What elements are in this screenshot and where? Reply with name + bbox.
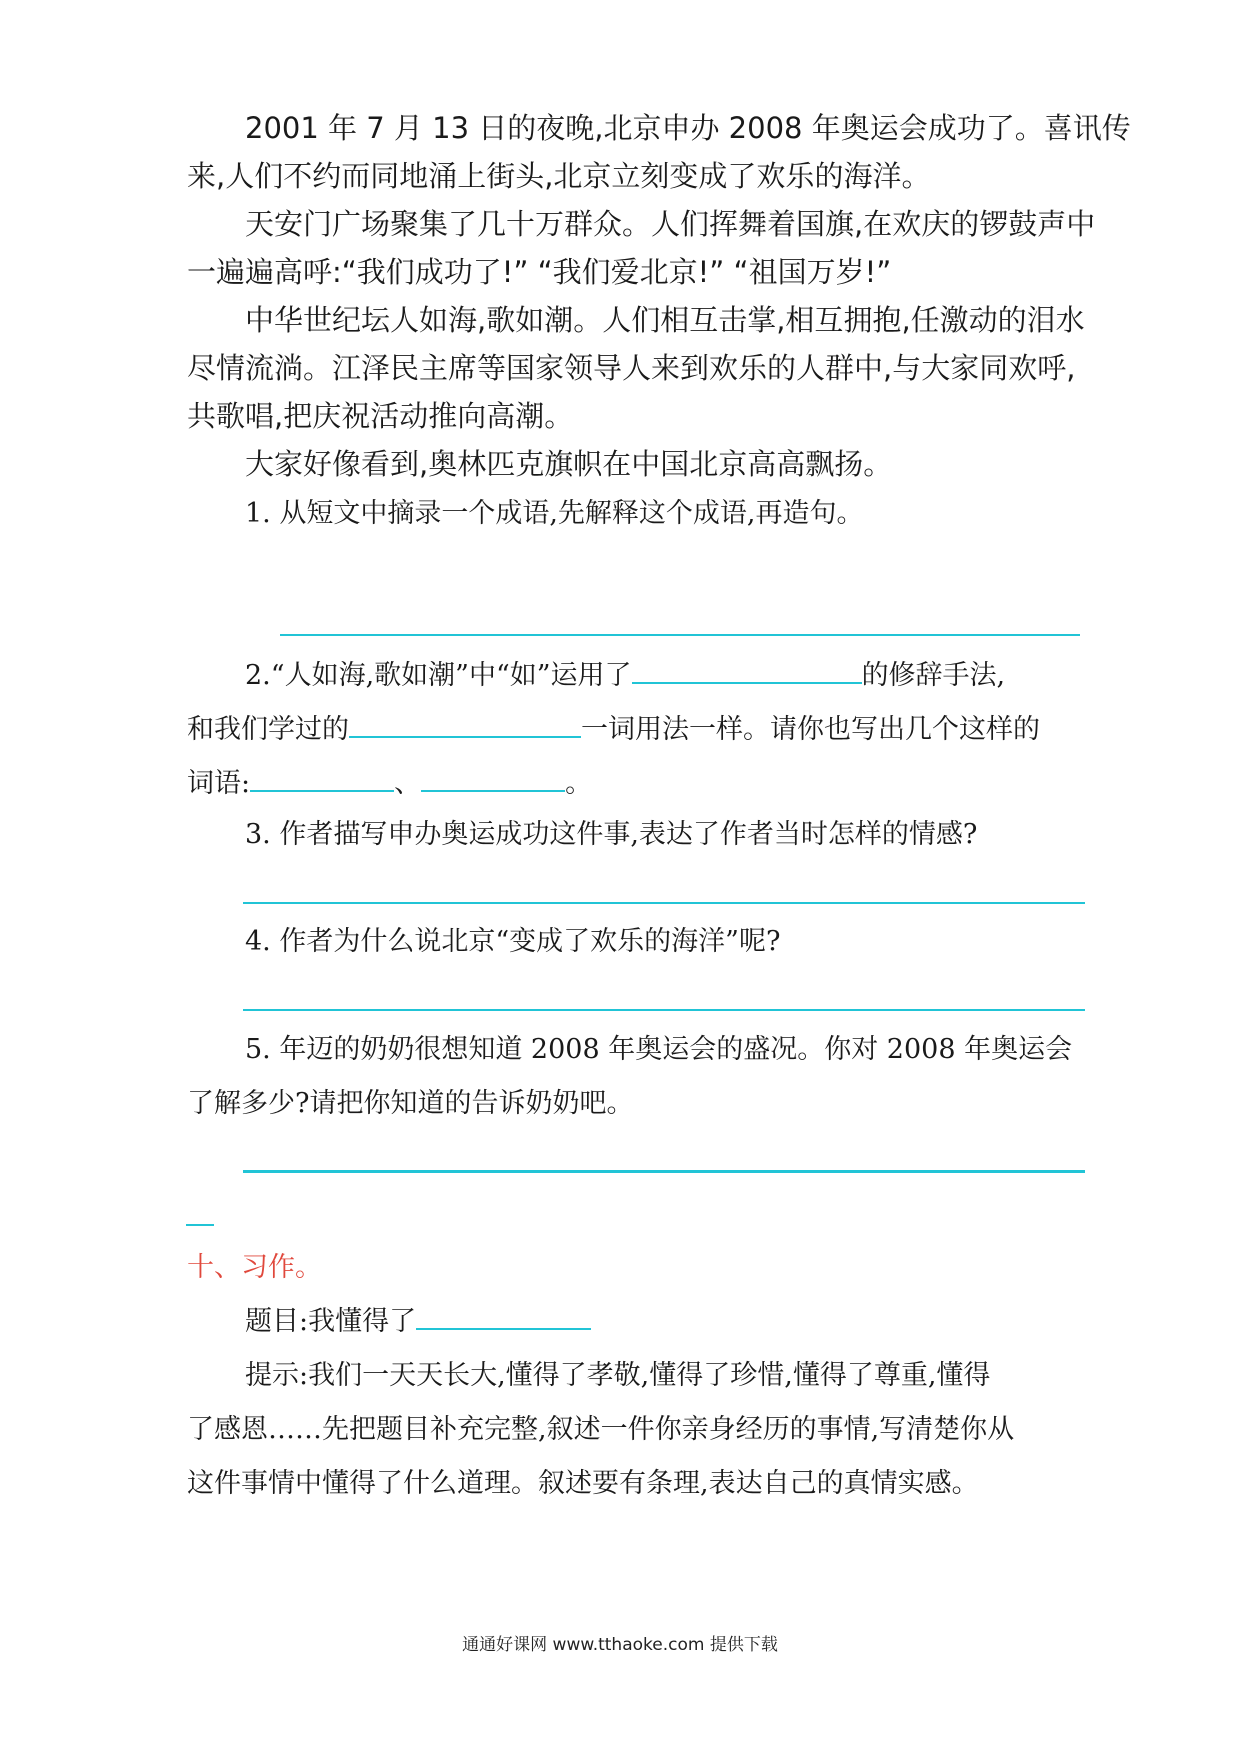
- question-2-text: 一词用法一样。请你也写出几个这样的: [581, 714, 1040, 745]
- composition-hint: 这件事情中懂得了什么道理。叙述要有条理,表达自己的真情实感。: [187, 1468, 979, 1499]
- blank-learned-word[interactable]: [349, 710, 581, 738]
- answer-line-q1[interactable]: [280, 634, 1080, 636]
- blank-word-1[interactable]: [250, 764, 394, 792]
- composition-hint: 提示:我们一天天长大,懂得了孝敬,懂得了珍惜,懂得了尊重,懂得: [245, 1360, 991, 1391]
- answer-line-q3[interactable]: [243, 902, 1085, 904]
- passage-line: 来,人们不约而同地涌上街头,北京立刻变成了欢乐的海洋。: [187, 159, 931, 193]
- blank-word-2[interactable]: [421, 764, 565, 792]
- question-1: 1. 从短文中摘录一个成语,先解释这个成语,再造句。: [245, 498, 864, 529]
- question-2-line-1: [245, 656, 1005, 696]
- blank-composition-title[interactable]: [416, 1302, 591, 1330]
- question-2-line-2: [187, 710, 1040, 750]
- question-4: 4. 作者为什么说北京“变成了欢乐的海洋”呢?: [245, 926, 781, 957]
- answer-line-q5-overflow[interactable]: [186, 1224, 214, 1226]
- answer-line-q4[interactable]: [243, 1009, 1085, 1011]
- passage-line: 共歌唱,把庆祝活动推向高潮。: [187, 399, 574, 433]
- page-footer: 通通好课网 www.tthaoke.com 提供下载: [462, 1635, 778, 1655]
- question-2-line-3: [187, 764, 592, 804]
- composition-title-label: 题目:我懂得了: [245, 1306, 417, 1337]
- separator: 、: [394, 768, 422, 799]
- passage-line: 2001 年 7 月 13 日的夜晚,北京申办 2008 年奥运会成功了。喜讯传: [245, 111, 1131, 145]
- end-mark: 。: [565, 768, 593, 799]
- composition-title-line: [245, 1302, 591, 1342]
- question-3: 3. 作者描写申办奥运成功这件事,表达了作者当时怎样的情感?: [245, 819, 978, 850]
- section-heading-composition: 十、习作。: [187, 1252, 322, 1283]
- question-2-text: 和我们学过的: [187, 714, 349, 745]
- passage-line: 一遍遍高呼:“我们成功了!” “我们爱北京!” “祖国万岁!”: [187, 255, 892, 289]
- composition-hint: 了感恩……先把题目补充完整,叙述一件你亲身经历的事情,写清楚你从: [187, 1414, 1015, 1445]
- passage-line: 天安门广场聚集了几十万群众。人们挥舞着国旗,在欢庆的锣鼓声中: [245, 207, 1096, 241]
- question-2-text: 词语:: [187, 768, 251, 799]
- question-2-text: 的修辞手法,: [861, 660, 1006, 691]
- passage-line: 中华世纪坛人如海,歌如潮。人们相互击掌,相互拥抱,任激动的泪水: [245, 303, 1085, 337]
- answer-line-q5[interactable]: [243, 1170, 1085, 1173]
- question-2-text: 2.“人如海,歌如潮”中“如”运用了: [245, 660, 632, 691]
- question-5: 5. 年迈的奶奶很想知道 2008 年奥运会的盛况。你对 2008 年奥运会: [245, 1034, 1073, 1065]
- question-5-continued: 了解多少?请把你知道的告诉奶奶吧。: [187, 1088, 634, 1119]
- passage-line: 尽情流淌。江泽民主席等国家领导人来到欢乐的人群中,与大家同欢呼,: [187, 351, 1076, 385]
- blank-rhetoric[interactable]: [632, 656, 862, 684]
- passage-line: 大家好像看到,奥林匹克旗帜在中国北京高高飘扬。: [245, 447, 893, 481]
